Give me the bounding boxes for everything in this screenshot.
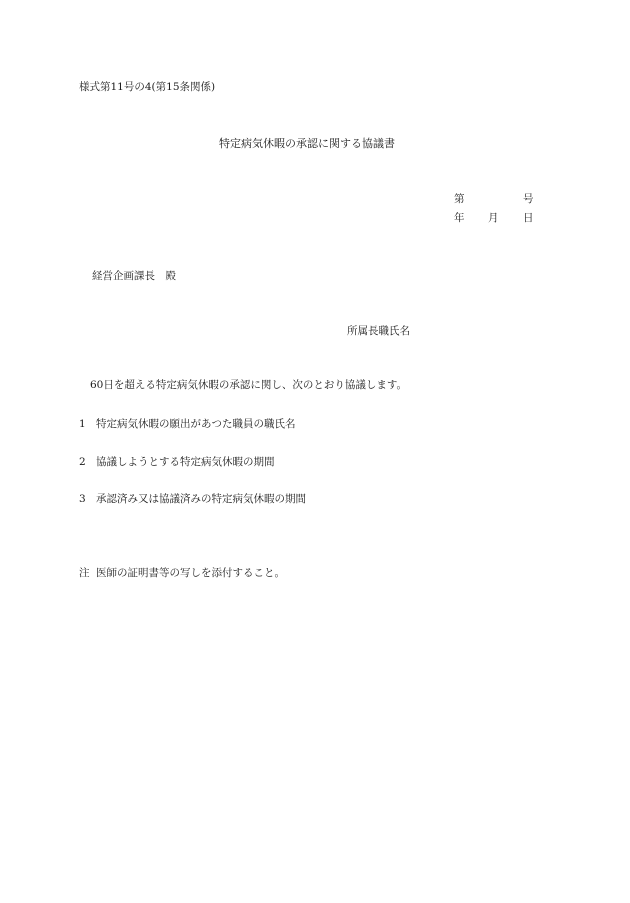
item-text: 協議しようとする特定病気休暇の期間 [96,456,275,468]
date-day-label: 日 [523,212,534,224]
intro-paragraph: 60日を超える特定病気休暇の承認に関し、次のとおり協議します。 [90,379,408,391]
date-year-label: 年 [454,212,465,224]
item-number: 3 [79,493,86,505]
item-number: 2 [79,456,86,468]
footnote-text: 医師の証明書等の写しを添付すること。 [96,567,285,579]
footnote [79,567,285,580]
item-text: 承認済み又は協議済みの特定病気休暇の期間 [96,493,306,505]
reference-number-suffix: 号 [523,193,534,205]
item-number: 1 [79,418,86,430]
item-text: 特定病気休暇の願出があつた職員の職氏名 [96,418,296,430]
list-item [79,493,306,506]
footnote-label: 注 [79,567,90,579]
form-number: 様式第11号の4(第15条関係) [79,81,216,93]
list-item [79,456,275,469]
reference-number-prefix: 第 [454,193,465,205]
signatory-label: 所属長職氏名 [347,325,410,337]
document-title: 特定病気休暇の承認に関する協議書 [219,137,395,150]
date-month-label: 月 [488,212,499,224]
list-item [79,418,296,431]
addressee: 経営企画課長 殿 [92,270,176,282]
